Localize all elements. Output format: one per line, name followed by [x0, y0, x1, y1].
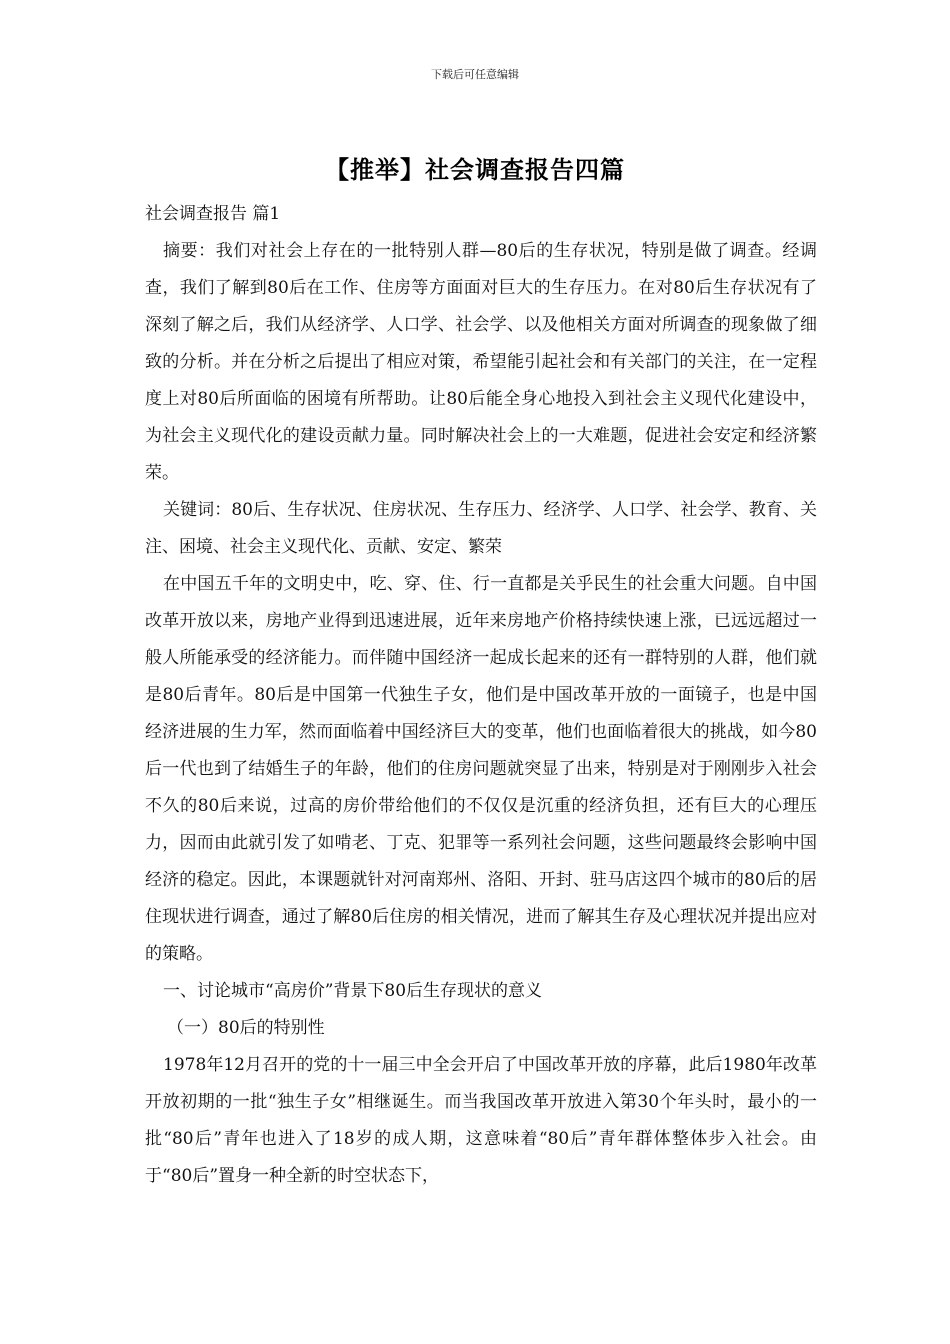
subsection-heading: （一）80后的特别性 — [167, 1018, 325, 1038]
document-body — [145, 196, 817, 1195]
body-paragraph: 1978年12月召开的党的十一届三中全会开启了中国改革开放的序幕，此后1980年改革开放初期的一批“独生子女”相继诞生。而当我国改革开放进入第30个年头时，最小的一批“80后”青年也进入了18岁的成人期，这意味着“80后”青年群体整体步入社会。由于“80后”置身一种全新的时空状态下， — [145, 1055, 817, 1186]
page-header-note: 下载后可任意编辑 — [431, 68, 519, 81]
keywords-paragraph: 关键词：80后、生存状况、住房状况、生存压力、经济学、人口学、社会学、教育、关注、困境、社会主义现代化、贡献、安定、繁荣 — [145, 500, 817, 557]
intro-paragraph: 在中国五千年的文明史中，吃、穿、住、行一直都是关乎民生的社会重大问题。自中国改革开放以来，房地产业得到迅速进展，近年来房地产价格持续快速上涨，已远远超过一般人所能承受的经济能力。而伴随中国经济一起成长起来的还有一群特别的人群，他们就是80后青年。80后是中国第一代独生子女，他们是中国改革开放的一面镜子，也是中国经济进展的生力军，然而面临着中国经济巨大的变革，他们也面临着很大的挑战，如今80后一代也到了结婚生子的年龄，他们的住房问题就突显了出来，特别是对于刚刚步入社会不久的80后来说，过高的房价带给他们的不仅仅是沉重的经济负担，还有巨大的心理压力，因而由此就引发了如啃老、丁克、犯罪等一系列社会问题，这些问题最终会影响中国经济的稳定。因此，本课题就针对河南郑州、洛阳、开封、驻马店这四个城市的80后的居住现状进行调查，通过了解80后住房的相关情况，进而了解其生存及心理状况并提出应对的策略。 — [145, 574, 817, 964]
document-title: 【推举】社会调查报告四篇 — [325, 156, 625, 184]
abstract-paragraph: 摘要：我们对社会上存在的一批特别人群—80后的生存状况，特别是做了调查。经调查，我们了解到80后在工作、住房等方面面对巨大的生存压力。在对80后生存状况有了深刻了解之后，我们从经济学、人口学、社会学、以及他相关方面对所调查的现象做了细致的分析。并在分析之后提出了相应对策，希望能引起社会和有关部门的关注，在一定程度上对80后所面临的困境有所帮助。让80后能全身心地投入到社会主义现代化建设中，为社会主义现代化的建设贡献力量。同时解决社会上的一大难题，促进社会安定和经济繁荣。 — [145, 241, 817, 483]
section-heading: 一、讨论城市“高房价”背景下80后生存现状的意义 — [163, 981, 543, 1001]
section-label: 社会调查报告 篇1 — [145, 204, 281, 224]
